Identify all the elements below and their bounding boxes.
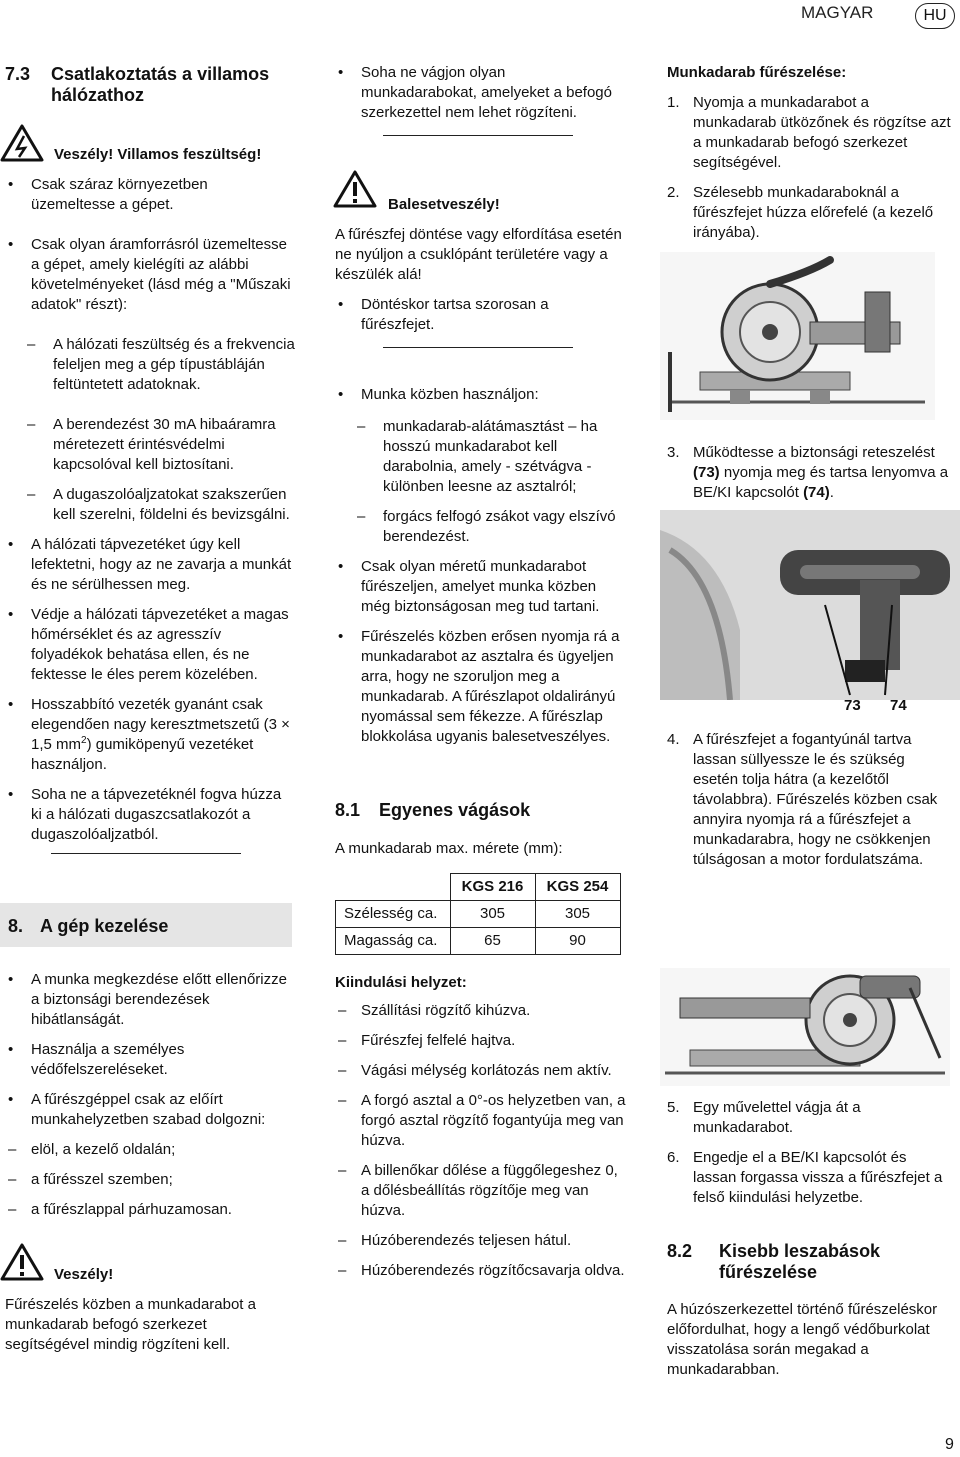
list-item: – a fűrészlappal párhuzamosan.	[5, 1200, 295, 1220]
list-item: – A hálózati feszültség és a frekvencia feleljen meg a gép típustábláján feltüntetett adatoknak.	[5, 335, 295, 395]
list-item: – Húzóberendezés teljesen hátul.	[335, 1231, 627, 1251]
start-position-list	[335, 1001, 627, 1291]
accident-danger-label: Balesetveszély!	[388, 196, 500, 213]
list-item: – Vágási mélység korlátozás nem aktív.	[335, 1061, 627, 1081]
steps-list-b	[667, 443, 952, 513]
saw-illustration-pulled	[660, 252, 935, 420]
steps-list-a	[667, 93, 952, 253]
col2-list-a	[335, 63, 625, 133]
list-item: – A berendezést 30 mA hibaáramra méretezett érintésvédelmi kapcsolóval kell biztosítani.	[5, 415, 295, 475]
col2-list-c	[335, 385, 627, 757]
table-header-cell: KGS 216	[450, 874, 535, 901]
accident-danger-text: A fűrészfej döntése vagy elfordítása esetén ne nyúljon a csuklópánt területére vagy a készülék alá!	[335, 226, 622, 283]
list-item: • Fűrészelés közben erősen nyomja rá a munkadarabot az asztalra és ügyeljen arra, hogy ne szoruljon meg a munkadarab. A fűrészlapot oldalirányú nyomással sem fékezze. A fűrészlap blokkolása ugyanis balesetveszélyes.	[335, 627, 627, 747]
table-cell: 305	[450, 901, 535, 928]
table-header-cell: KGS 254	[535, 874, 620, 901]
danger-text: Fűrészelés közben a munkadarabot a munkadarab befogó szerkezet segítségével mindig rögzíteni kell.	[5, 1296, 256, 1353]
language-badge: HU	[915, 3, 955, 29]
list-item: 1. Nyomja a munkadarabot a munkadarab ütközőnek és rögzítse azt a munkadarab befogó szerkezet segítségével.	[667, 94, 951, 171]
list-item: – elöl, a kezelő oldalán;	[5, 1140, 295, 1160]
section-8-1-heading: 8.1 Egyenes vágások	[335, 800, 531, 820]
table-row	[336, 901, 621, 928]
section-8-heading: 8. A gép kezelése	[8, 916, 169, 936]
divider	[51, 853, 241, 854]
list-item: • A munka megkezdése előtt ellenőrizze a biztonsági berendezések hibátlanságát.	[5, 970, 295, 1030]
list-item: • A hálózati tápvezetéket úgy kell lefektetni, hogy az ne zavarja a munkát és ne sérülhessen meg.	[5, 535, 295, 595]
list-item: – Szállítási rögzítő kihúzva.	[335, 1001, 627, 1021]
table-caption: A munkadarab max. mérete (mm):	[335, 840, 563, 857]
list-item: – A billenőkar dőlése a függőlegeshez 0, a dőlésbeállítás rögzítője meg van húzva.	[335, 1161, 627, 1221]
list-item: 2. Szélesebb munkadaraboknál a fűrészfejet húzza előrefelé (a kezelő irányába).	[667, 184, 934, 241]
list-item: • Védje a hálózati tápvezetéket a magas hőmérséklet és az agresszív folyadékok behatása ellen, és ne fektesse le éles perem közelében.	[5, 605, 295, 685]
start-position-title: Kiindulási helyzet:	[335, 974, 467, 991]
workpiece-size-table	[335, 873, 621, 955]
steps-list-d	[667, 1098, 952, 1218]
danger-label: Veszély!	[54, 1266, 114, 1283]
list-item: • A fűrészgéppel csak az előírt munkahelyzetben szabad dolgozni:	[5, 1090, 295, 1130]
divider	[383, 347, 573, 348]
list-item: – A dugaszolóaljzatokat szakszerűen kell szerelni, földelni és bevizsgálni.	[5, 485, 295, 525]
list-item: • Csak száraz környezetben üzemeltesse a gépet.	[5, 175, 295, 215]
warning-icon	[0, 1243, 44, 1281]
list-item: • Hosszabbító vezeték gyanánt csak elegendően nagy keresztmetszetű (3 × 1,5 $mm^2$) gumiköpenyű vezetéket használjon.	[5, 695, 295, 775]
table-row	[336, 928, 621, 955]
list-item: • Csak olyan áramforrásról üzemeltesse a gépet, amely kielégíti az alábbi követelményeket (lásd még a "Műszaki adatok" részt):	[5, 235, 295, 315]
list-item: • Döntéskor tartsa szorosan a fűrészfejet.	[335, 295, 625, 335]
table-cell: 305	[535, 901, 620, 928]
list-item: – A forgó asztal a 0°-os helyzetben van, a forgó asztal rögzítő fogantyúja meg van húzva.	[335, 1091, 627, 1151]
list-item: – a fűrésszel szemben;	[5, 1170, 295, 1190]
list-item: • Munka közben használjon:	[335, 385, 627, 405]
section-8-2-text: A húzószerkezettel történő fűrészeléskor előfordulhat, hogy a lengő védőburkolat visszatolása során megakad a munkadarabban.	[667, 1301, 938, 1378]
warning-icon	[333, 170, 377, 208]
page-number: 9	[945, 1436, 954, 1453]
list-item: 3. Működtesse a biztonsági reteszelést (73) nyomja meg és tartsa lenyomva a BE/KI kapcsolót (74).	[667, 444, 949, 501]
list-item: – Fűrészfej felfelé hajtva.	[335, 1031, 627, 1051]
divider	[383, 135, 573, 136]
list-item: 5. Egy művelettel vágja át a munkadarabot.	[667, 1099, 861, 1136]
table-cell: 90	[535, 928, 620, 955]
list-item: 4. A fűrészfejet a fogantyúnál tartva lassan süllyessze le és szükség esetén tolja hátra (a kezelőtől távolabbra). Fűrészelés közben csak annyira nyomja rá a fűrészfejet a munkadarabra, hogy ne csökkenjen túlságosan a motor fordulatszáma.	[667, 731, 938, 868]
list-item: – forgács felfogó zsákot vagy elszívó berendezést.	[335, 507, 627, 547]
callout-74: 74	[890, 697, 907, 714]
col1-list-b	[5, 970, 295, 1230]
danger-voltage-label: Veszély! Villamos feszültség!	[54, 146, 262, 163]
saw-handle-detail-illustration	[660, 510, 960, 700]
table-cell: Szélesség ca.	[336, 901, 451, 928]
col1-list-a	[5, 175, 295, 855]
sawing-title: Munkadarab fűrészelése:	[667, 64, 847, 81]
list-item: • Használja a személyes védőfelszereléseket.	[5, 1040, 295, 1080]
callout-73: 73	[844, 697, 861, 714]
list-item: – munkadarab-alátámasztást – ha hosszú munkadarabot kell darabolnia, amely - szétvágva - különben leesne az asztalról;	[335, 417, 627, 497]
table-cell: 65	[450, 928, 535, 955]
list-item: • Csak olyan méretű munkadarabot fűrészeljen, amelyet munka közben még biztonságosan meg tud tartani.	[335, 557, 627, 617]
list-item: • Soha ne a tápvezetéknél fogva húzza ki a hálózati dugaszcsatlakozót a dugaszolóaljzatból.	[5, 785, 295, 845]
header-language: MAGYAR	[801, 3, 874, 22]
electric-hazard-icon	[0, 124, 44, 162]
table-cell: Magasság ca.	[336, 928, 451, 955]
steps-list-c	[667, 730, 952, 880]
list-item: – Húzóberendezés rögzítőcsavarja oldva.	[335, 1261, 627, 1281]
saw-illustration-lowered	[660, 968, 950, 1086]
list-item: 6. Engedje el a BE/KI kapcsolót és lassan forgassa vissza a fűrészfejet a felső kiindulási helyzetbe.	[667, 1149, 943, 1206]
col2-list-b	[335, 295, 625, 345]
list-item: • Soha ne vágjon olyan munkadarabokat, amelyeket a befogó szerkezettel nem lehet rögzíteni.	[335, 63, 625, 123]
